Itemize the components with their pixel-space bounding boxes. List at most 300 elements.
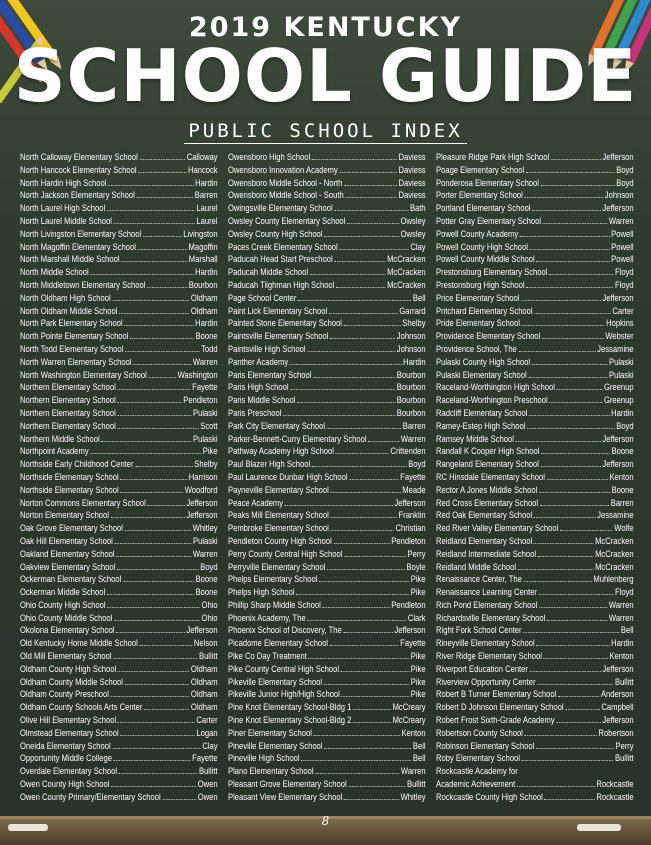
dot-leader bbox=[343, 624, 392, 633]
school-entry bbox=[436, 215, 634, 228]
school-name: Porter Elementary School bbox=[436, 190, 523, 201]
dot-leader bbox=[547, 471, 608, 480]
dot-leader bbox=[541, 458, 601, 467]
dot-leader bbox=[111, 509, 185, 518]
school-name: Northern Middle School bbox=[20, 433, 100, 444]
school-entry bbox=[436, 164, 634, 177]
county-name: Perry bbox=[407, 548, 426, 559]
county-name: McCracken bbox=[595, 561, 634, 572]
dot-leader bbox=[118, 663, 189, 672]
county-name: Pike bbox=[410, 676, 426, 687]
school-entry bbox=[20, 356, 218, 369]
school-name: Picadome Elementary School bbox=[228, 638, 329, 649]
school-entry bbox=[228, 586, 426, 599]
school-entry bbox=[228, 471, 426, 484]
dot-leader bbox=[541, 445, 610, 454]
dot-leader bbox=[147, 497, 184, 506]
school-name: Rineyville Elementary School bbox=[436, 638, 535, 649]
school-entry bbox=[228, 317, 426, 330]
school-entry bbox=[228, 599, 426, 612]
county-name: Bullitt bbox=[614, 753, 634, 764]
dot-leader bbox=[324, 228, 399, 237]
school-entry bbox=[20, 624, 218, 637]
dot-leader bbox=[518, 561, 594, 570]
dot-leader bbox=[121, 253, 187, 262]
school-entry bbox=[436, 586, 634, 599]
school-name: Robinson Elementary School bbox=[436, 740, 535, 751]
school-entry bbox=[228, 637, 426, 650]
dot-leader bbox=[138, 241, 187, 250]
school-name: Phoenix School of Discovery, The bbox=[228, 625, 342, 636]
school-name: Providence Elementary School bbox=[436, 331, 541, 342]
school-name: North Middle School bbox=[20, 267, 89, 278]
county-name: Clay bbox=[202, 740, 218, 751]
county-name: Muhlenberg bbox=[593, 574, 634, 585]
dot-leader bbox=[551, 151, 601, 160]
school-entry bbox=[228, 663, 426, 676]
school-name: Peaks Mill Elementary School bbox=[228, 510, 329, 521]
dot-leader bbox=[139, 151, 185, 160]
dot-leader bbox=[560, 522, 613, 531]
dot-leader bbox=[344, 548, 406, 557]
school-entry bbox=[228, 228, 426, 241]
school-name: North Calloway Elementary School bbox=[20, 152, 138, 162]
school-entry bbox=[436, 791, 634, 804]
school-entry bbox=[436, 778, 634, 791]
school-name: Pineville Elementary School bbox=[228, 740, 323, 751]
school-entry bbox=[20, 253, 218, 266]
school-entry bbox=[20, 522, 218, 535]
dot-leader bbox=[536, 253, 609, 262]
dot-leader bbox=[541, 177, 615, 186]
school-name: Pritchard Elementary School bbox=[436, 305, 533, 316]
school-name: Northside Elementary School bbox=[20, 471, 119, 482]
school-name: Rector A Jones Middle School bbox=[436, 484, 538, 495]
dot-leader bbox=[345, 189, 397, 198]
school-name: North Marshall Middle School bbox=[20, 254, 120, 265]
school-entry bbox=[20, 509, 218, 522]
school-entry bbox=[436, 433, 634, 446]
county-name: Logan bbox=[196, 727, 218, 738]
school-name: Renaissance Center, The bbox=[436, 574, 522, 585]
dot-leader bbox=[112, 740, 200, 749]
county-name: Bell bbox=[412, 753, 426, 764]
school-entry bbox=[228, 791, 426, 804]
school-entry bbox=[436, 458, 634, 471]
school-name: River Ridge Elementary School bbox=[436, 651, 542, 662]
dot-leader bbox=[148, 369, 176, 378]
dot-leader bbox=[162, 791, 196, 800]
county-name: Jefferson bbox=[602, 152, 634, 162]
county-name: Jefferson bbox=[186, 497, 218, 508]
school-entry bbox=[228, 433, 426, 446]
county-name: Campbell bbox=[601, 702, 634, 713]
school-entry bbox=[436, 305, 634, 318]
county-name: Hardin bbox=[195, 267, 218, 278]
dot-leader bbox=[349, 471, 398, 480]
county-name: Jessamine bbox=[597, 510, 634, 521]
school-entry bbox=[436, 612, 634, 625]
county-name: Fayette bbox=[400, 638, 426, 649]
county-name: Marshall bbox=[188, 254, 218, 265]
school-entry bbox=[436, 151, 634, 164]
county-name: Jessamine bbox=[597, 343, 634, 354]
dot-leader bbox=[336, 445, 389, 454]
county-name: Bell bbox=[620, 625, 634, 636]
school-index bbox=[20, 151, 634, 811]
county-name: Jefferson bbox=[394, 497, 426, 508]
dot-leader bbox=[324, 676, 409, 685]
school-entry bbox=[436, 445, 634, 458]
school-name: Page School Center bbox=[228, 292, 297, 303]
school-name: Oldham County Preschool bbox=[20, 689, 109, 700]
dot-leader bbox=[108, 177, 193, 186]
school-entry bbox=[228, 189, 426, 202]
school-name: North Hardin High School bbox=[20, 177, 107, 188]
county-name: Pike bbox=[410, 663, 426, 674]
county-name: Bourbon bbox=[396, 395, 426, 406]
school-entry bbox=[228, 535, 426, 548]
school-entry bbox=[228, 445, 426, 458]
dot-leader bbox=[330, 637, 399, 646]
dot-leader bbox=[138, 164, 186, 173]
school-entry bbox=[228, 548, 426, 561]
school-entry bbox=[228, 573, 426, 586]
dot-leader bbox=[324, 740, 411, 749]
subtitle-text: PUBLIC SCHOOL INDEX bbox=[184, 120, 466, 144]
dot-leader bbox=[522, 752, 614, 761]
county-name: Kenton bbox=[609, 651, 634, 662]
dot-leader bbox=[307, 612, 406, 621]
school-name: Overdale Elementary School bbox=[20, 766, 118, 777]
school-name: Raceland-Worthington High School bbox=[436, 382, 555, 393]
dot-leader bbox=[117, 394, 181, 403]
school-name: Price Elementary School bbox=[436, 292, 520, 303]
school-name: Pikeville Junior High/High School bbox=[228, 689, 340, 700]
school-name: Oakview Elementary School bbox=[20, 561, 116, 572]
dot-leader bbox=[557, 381, 603, 390]
school-entry bbox=[436, 330, 634, 343]
school-entry bbox=[436, 177, 634, 190]
dot-leader bbox=[540, 497, 609, 506]
county-name: Bullitt bbox=[406, 779, 426, 790]
county-name: Pendleton bbox=[391, 535, 426, 546]
county-name: Whitley bbox=[192, 523, 218, 534]
school-name: Riverview Opportunity Center bbox=[436, 676, 536, 687]
school-entry bbox=[20, 701, 218, 714]
school-entry bbox=[20, 471, 218, 484]
county-name: Bourbon bbox=[396, 369, 426, 380]
school-entry bbox=[436, 407, 634, 420]
school-name: North Park Elementary School bbox=[20, 318, 123, 329]
school-name: Robert D Johnson Elementary School bbox=[436, 702, 564, 713]
county-name: Boyd bbox=[616, 420, 634, 431]
school-entry bbox=[20, 343, 218, 356]
dot-leader bbox=[333, 535, 389, 544]
county-name: Hardin bbox=[403, 356, 426, 367]
school-name: Rockcastle Academy for bbox=[436, 766, 518, 777]
county-name: Carter bbox=[612, 305, 634, 316]
dot-leader bbox=[322, 599, 389, 608]
dot-leader bbox=[537, 676, 613, 685]
dot-leader bbox=[529, 407, 609, 416]
county-name: Warren bbox=[192, 548, 218, 559]
school-name: Owen County Primary/Elementary School bbox=[20, 791, 161, 802]
county-name: Ohio bbox=[201, 599, 218, 610]
school-name: Pine Knot Elementary School-Bldg 2 bbox=[228, 715, 352, 726]
county-name: Boyd bbox=[408, 459, 426, 470]
school-entry bbox=[436, 509, 634, 522]
dot-leader bbox=[119, 765, 198, 774]
school-name: Ramey-Estep High School bbox=[436, 420, 526, 431]
county-name: Johnson bbox=[604, 190, 634, 201]
dot-leader bbox=[118, 714, 195, 723]
dot-leader bbox=[339, 164, 396, 173]
school-name: Prestonsburg Elementary School bbox=[436, 267, 548, 278]
county-name: Warren bbox=[608, 215, 634, 226]
dot-leader bbox=[344, 791, 399, 800]
school-name: Oldham County High School bbox=[20, 663, 117, 674]
school-entry bbox=[20, 778, 218, 791]
school-entry bbox=[228, 650, 426, 663]
school-entry bbox=[20, 561, 218, 574]
school-entry bbox=[20, 791, 218, 804]
school-entry bbox=[436, 381, 634, 394]
school-entry bbox=[20, 215, 218, 228]
dot-leader bbox=[327, 561, 405, 570]
dot-leader bbox=[117, 407, 191, 416]
school-name: RC Hinsdale Elementary School bbox=[436, 471, 545, 482]
county-name: Daviess bbox=[398, 152, 426, 162]
school-name: Pine Knot Elementary School-Bldg 1 bbox=[228, 702, 352, 713]
county-name: Jefferson bbox=[602, 203, 634, 214]
dot-leader bbox=[285, 497, 393, 506]
county-name: Owsley bbox=[400, 215, 426, 226]
dot-leader bbox=[517, 778, 595, 787]
school-name: Owensboro High School bbox=[228, 152, 311, 162]
dot-leader bbox=[536, 637, 609, 646]
school-name: Paducah Head Start Preschool bbox=[228, 254, 333, 265]
school-name: Rich Pond Elementary School bbox=[436, 599, 538, 610]
dot-leader bbox=[120, 484, 183, 493]
school-name: Robert B Turner Elementary School bbox=[436, 689, 557, 700]
dot-leader bbox=[125, 522, 191, 531]
school-entry bbox=[228, 381, 426, 394]
dot-leader bbox=[114, 215, 195, 224]
county-name: Bell bbox=[412, 740, 426, 751]
county-name: Daviess bbox=[398, 177, 426, 188]
dot-leader bbox=[133, 356, 191, 365]
school-entry bbox=[20, 202, 218, 215]
school-name: Paul Blazer High School bbox=[228, 459, 311, 470]
school-entry bbox=[20, 688, 218, 701]
dot-leader bbox=[119, 305, 189, 314]
school-name: Panther Academy bbox=[228, 356, 289, 367]
school-name: Richardsville Elementary School bbox=[436, 612, 546, 623]
dot-leader bbox=[527, 420, 615, 429]
school-name: Providence School, The bbox=[436, 343, 517, 354]
school-name: Pike County Central High School bbox=[228, 663, 340, 674]
school-name: Pineville High School bbox=[228, 753, 300, 764]
school-name: Okolona Elementary School bbox=[20, 625, 115, 636]
county-name: Kenton bbox=[609, 471, 634, 482]
school-entry bbox=[228, 202, 426, 215]
county-name: Hardin bbox=[195, 318, 218, 329]
school-entry bbox=[436, 202, 634, 215]
county-name: Pulaski bbox=[609, 356, 634, 367]
school-name: North Jackson Elementary School bbox=[20, 190, 135, 201]
dot-leader bbox=[290, 381, 395, 390]
school-entry bbox=[436, 637, 634, 650]
school-entry bbox=[20, 765, 218, 778]
school-name: Northpoint Academy bbox=[20, 446, 89, 457]
county-name: Powell bbox=[611, 228, 634, 239]
school-name: Oak Grove Elementary School bbox=[20, 523, 123, 534]
county-name: Jefferson bbox=[602, 663, 634, 674]
school-name: Powell County Middle School bbox=[436, 254, 535, 265]
school-entry bbox=[20, 228, 218, 241]
county-name: Nelson bbox=[193, 638, 218, 649]
school-entry bbox=[20, 189, 218, 202]
dot-leader bbox=[520, 228, 610, 237]
school-entry bbox=[20, 586, 218, 599]
school-name: Renaissance Learning Center bbox=[436, 587, 537, 598]
county-name: Greenup bbox=[603, 395, 634, 406]
school-entry bbox=[20, 752, 218, 765]
school-name: Oneida Elementary School bbox=[20, 740, 111, 751]
school-entry bbox=[436, 241, 634, 254]
dot-leader bbox=[518, 343, 595, 352]
county-name: Bourbon bbox=[188, 279, 218, 290]
school-entry bbox=[228, 727, 426, 740]
dot-leader bbox=[107, 586, 194, 595]
page-title: SCHOOL GUIDE bbox=[13, 34, 638, 118]
school-entry bbox=[436, 253, 634, 266]
county-name: Owen bbox=[197, 779, 218, 790]
county-name: Owen bbox=[197, 791, 218, 802]
county-name: Bullitt bbox=[198, 766, 218, 777]
school-name: Parker-Bennett-Curry Elementary School bbox=[228, 433, 367, 444]
county-name: Harrison bbox=[188, 471, 218, 482]
county-name: Bourbon bbox=[396, 407, 426, 418]
county-name: Fayette bbox=[192, 753, 218, 764]
county-name: McCreary bbox=[392, 702, 426, 713]
school-name: Randall K Cooper High School bbox=[436, 446, 540, 457]
county-name: Laurel bbox=[196, 215, 218, 226]
county-name: Fayette bbox=[192, 382, 218, 393]
school-entry bbox=[436, 765, 634, 778]
dot-leader bbox=[116, 548, 191, 557]
school-name: Red Cross Elementary School bbox=[436, 497, 539, 508]
county-name: Fayette bbox=[400, 471, 426, 482]
school-entry bbox=[436, 714, 634, 727]
school-name: Oldham County Schools Arts Center bbox=[20, 702, 143, 713]
school-entry bbox=[228, 778, 426, 791]
county-name: Pulaski bbox=[193, 433, 218, 444]
county-name: Pendleton bbox=[391, 599, 426, 610]
school-name: Paducah Middle School bbox=[228, 267, 309, 278]
school-entry bbox=[436, 548, 634, 561]
school-name: Owensboro Middle School - North bbox=[228, 177, 343, 188]
school-entry bbox=[228, 305, 426, 318]
school-entry bbox=[20, 497, 218, 510]
county-name: Powell bbox=[611, 254, 634, 265]
school-name: Plano Elementary School bbox=[228, 766, 314, 777]
school-entry bbox=[228, 164, 426, 177]
dot-leader bbox=[301, 752, 411, 761]
county-name: Pike bbox=[410, 651, 426, 662]
county-name: Hardin bbox=[195, 177, 218, 188]
school-entry bbox=[436, 317, 634, 330]
county-name: Calloway bbox=[186, 152, 218, 162]
dot-leader bbox=[297, 394, 395, 403]
dot-leader bbox=[298, 292, 411, 301]
school-name: Rockcastle County High School bbox=[436, 791, 543, 802]
school-name: Raceland-Worthington Preschool bbox=[436, 395, 548, 406]
school-name: Oldham County Middle School bbox=[20, 676, 123, 687]
school-entry bbox=[20, 151, 218, 164]
dot-leader bbox=[334, 253, 385, 262]
school-name: Rangeland Elementary School bbox=[436, 459, 539, 470]
school-name: Reidland Elementary School bbox=[436, 535, 533, 546]
dot-leader bbox=[130, 330, 194, 339]
school-entry bbox=[436, 497, 634, 510]
school-name: Owsley County High School bbox=[228, 228, 323, 239]
county-name: Bell bbox=[412, 292, 426, 303]
school-name: Northside Early Childhood Center bbox=[20, 459, 134, 470]
school-entry bbox=[436, 676, 634, 689]
school-name: Northern Elementary School bbox=[20, 382, 116, 393]
county-name: McCracken bbox=[387, 254, 426, 265]
county-name: Jefferson bbox=[602, 292, 634, 303]
dot-leader bbox=[125, 676, 190, 685]
county-name: Kenton bbox=[401, 727, 426, 738]
dot-leader bbox=[308, 650, 409, 659]
dot-leader bbox=[315, 765, 399, 774]
county-name: Owsley bbox=[400, 228, 426, 239]
dot-leader bbox=[539, 586, 614, 595]
county-name: Warren bbox=[608, 612, 634, 623]
county-name: Meade bbox=[402, 484, 426, 495]
county-name: Franklin bbox=[398, 510, 426, 521]
school-entry bbox=[20, 548, 218, 561]
school-entry bbox=[228, 253, 426, 266]
dot-leader bbox=[307, 343, 395, 352]
school-name: Ockerman Middle School bbox=[20, 587, 106, 598]
county-name: Clark bbox=[407, 612, 426, 623]
county-name: Pulaski bbox=[609, 369, 634, 380]
school-name: Olmstead Elementary School bbox=[20, 727, 119, 738]
dot-leader bbox=[296, 586, 409, 595]
school-name: Paul Laurence Dunbar High School bbox=[228, 471, 348, 482]
dot-leader bbox=[539, 484, 610, 493]
header-year-line: 2019 KENTUCKY bbox=[188, 12, 463, 43]
county-name: Pike bbox=[410, 574, 426, 585]
dot-leader bbox=[544, 791, 594, 800]
school-name: Pleasant Grove Elementary School bbox=[228, 779, 347, 790]
dot-leader bbox=[344, 317, 401, 326]
dot-leader bbox=[124, 317, 193, 326]
school-entry bbox=[436, 522, 634, 535]
school-entry bbox=[436, 292, 634, 305]
dot-leader bbox=[107, 202, 195, 211]
school-name: Pembroke Elementary School bbox=[228, 523, 329, 534]
county-name: Barren bbox=[610, 497, 634, 508]
school-name: Pulaski Elementary School bbox=[436, 369, 527, 380]
dot-leader bbox=[523, 624, 619, 633]
school-entry bbox=[20, 369, 218, 382]
county-name: Jefferson bbox=[602, 433, 634, 444]
